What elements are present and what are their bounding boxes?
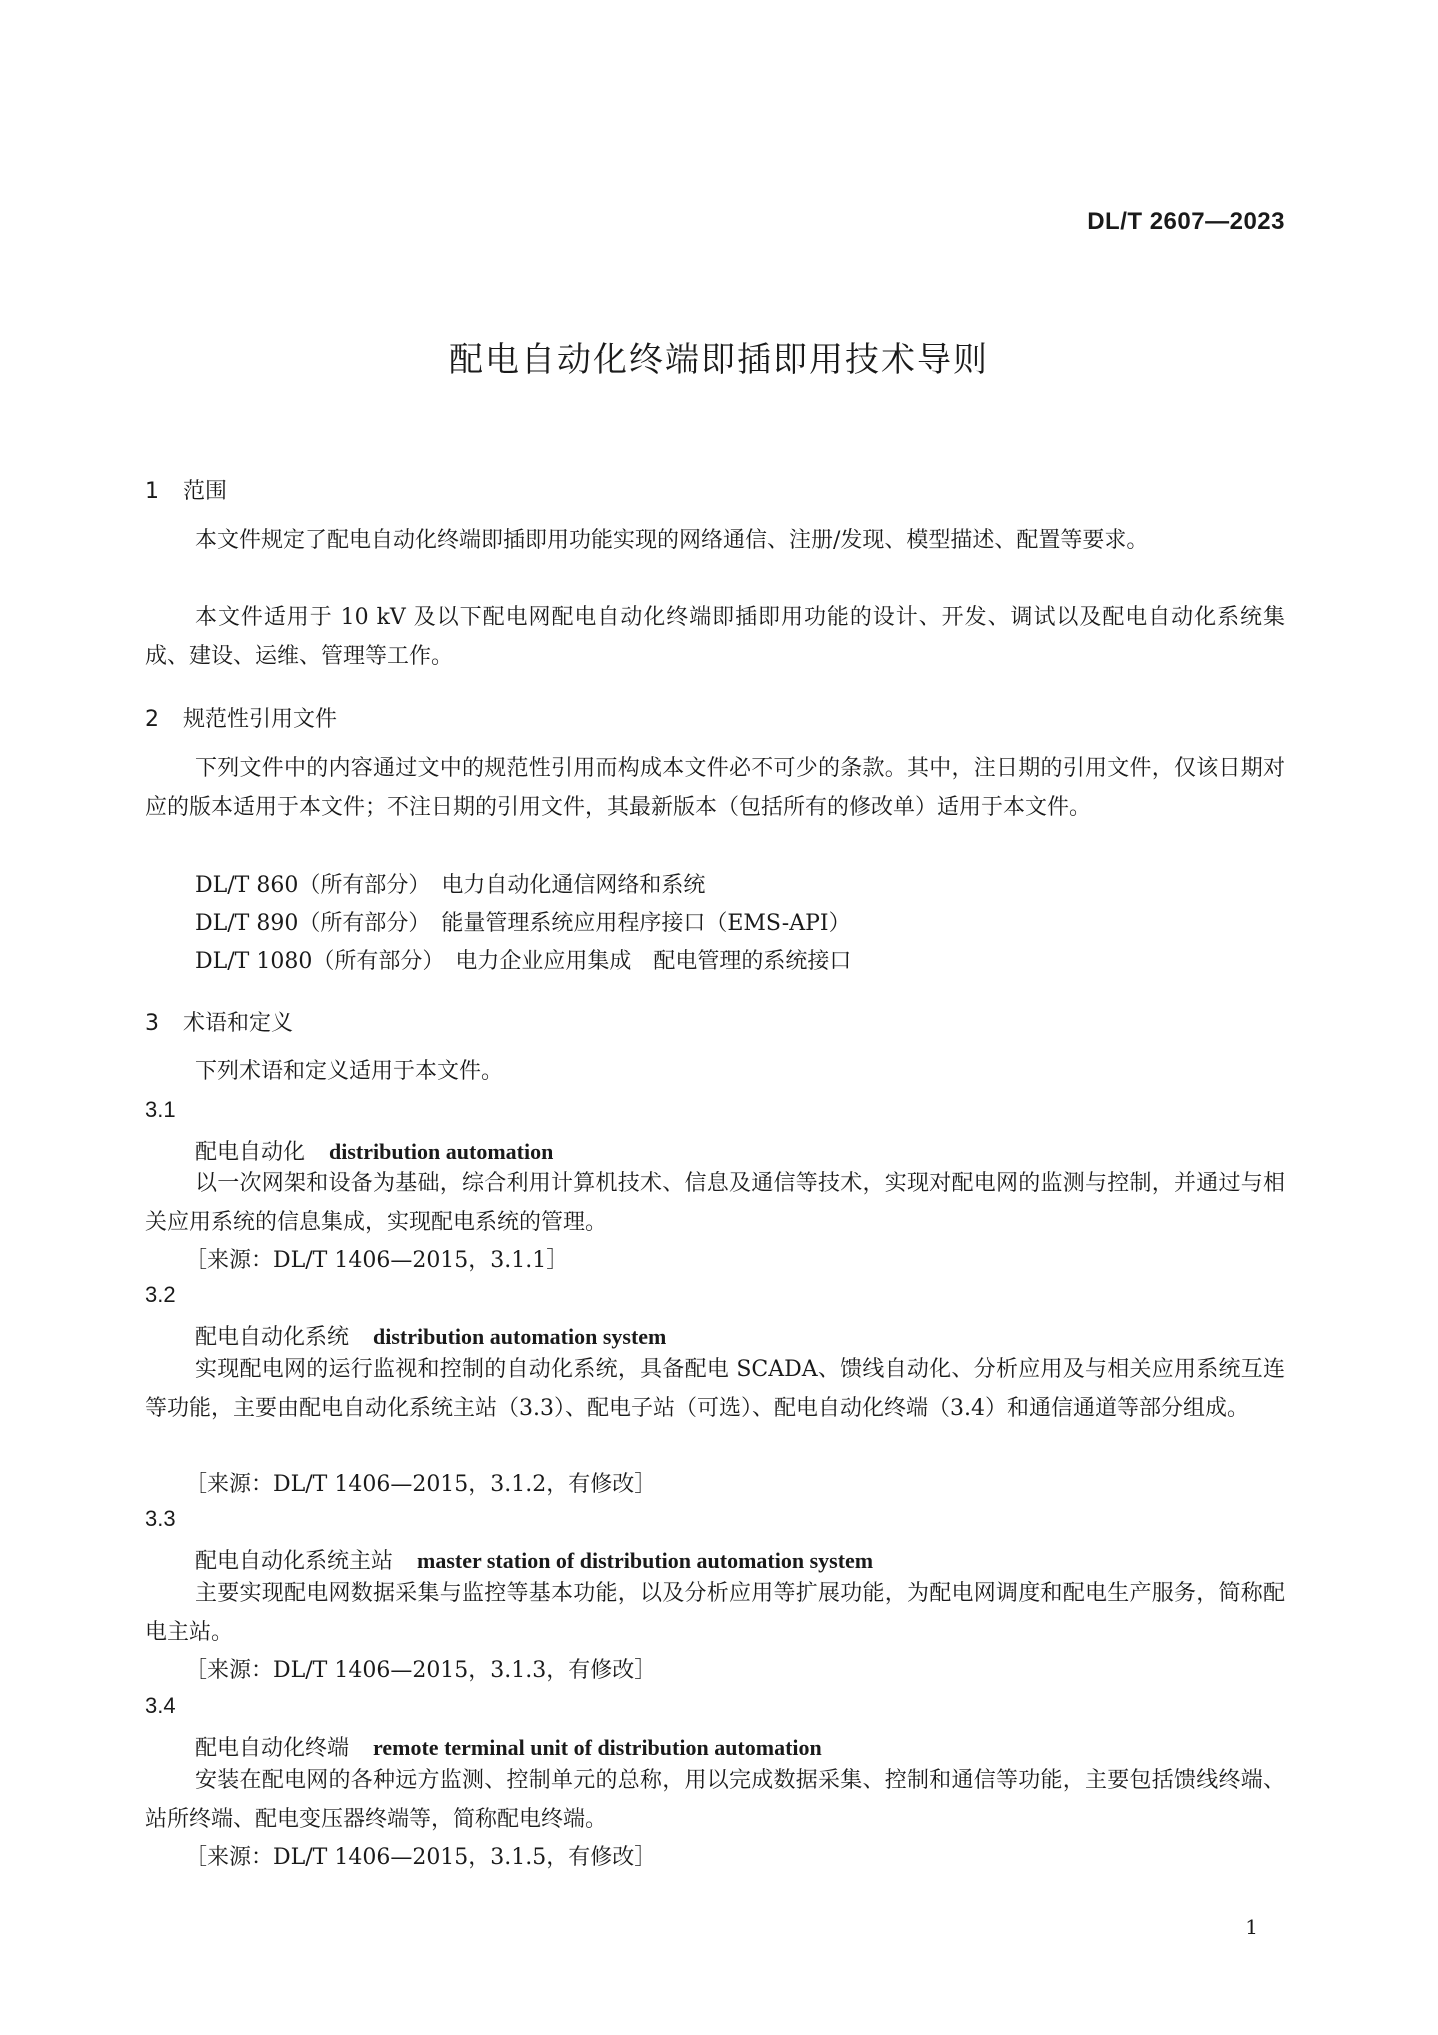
- term-source: ［来源：DL/T 1406—2015，3.1.5，有修改］: [185, 1845, 657, 1870]
- normative-reference: DL/T 1080（所有部分） 电力企业应用集成 配电管理的系统接口: [195, 949, 852, 974]
- term-source: ［来源：DL/T 1406—2015，3.1.1］: [185, 1248, 569, 1273]
- normative-reference: DL/T 890（所有部分） 能量管理系统应用程序接口（EMS-API）: [195, 911, 851, 936]
- term-heading: [195, 1731, 822, 1762]
- term-definition: 以一次网架和设备为基础，综合利用计算机技术、信息及通信等技术，实现对配电网的监测与控制，并通过与相关应用系统的信息集成，实现配电系统的管理。: [145, 1171, 1285, 1235]
- term-number: 3.3: [145, 1506, 176, 1531]
- section-title: 范围: [183, 479, 228, 504]
- term-number: 3.4: [145, 1693, 176, 1718]
- term-english: master station of distribution automation system: [417, 1548, 874, 1573]
- section-2-paragraph-1: 下列文件中的内容通过文中的规范性引用而构成本文件必不可少的条款。其中，注日期的引用文件，仅该日期对应的版本适用于本文件；不注日期的引用文件，其最新版本（包括所有的修改单）适用于本文件。: [145, 756, 1285, 820]
- section-2-heading: [145, 702, 337, 733]
- section-number: 2: [145, 707, 159, 732]
- term-source: ［来源：DL/T 1406—2015，3.1.3，有修改］: [185, 1658, 657, 1683]
- section-3-heading: [145, 1006, 293, 1037]
- term-english: distribution automation system: [373, 1324, 667, 1349]
- term-definition: 实现配电网的运行监视和控制的自动化系统，具备配电 SCADA、馈线自动化、分析应用及与相关应用系统互连等功能，主要由配电自动化系统主站（3.3）、配电子站（可选）、配电自动化终端（3.4）和通信通道等部分组成。: [145, 1357, 1285, 1421]
- section-1-paragraph-2: 本文件适用于 10 kV 及以下配电网配电自动化终端即插即用功能的设计、开发、调试以及配电自动化系统集成、建设、运维、管理等工作。: [145, 605, 1285, 669]
- section-3-intro: 下列术语和定义适用于本文件。: [195, 1059, 504, 1084]
- term-heading: [195, 1544, 873, 1575]
- term-english: remote terminal unit of distribution automation: [373, 1735, 822, 1760]
- term-source: ［来源：DL/T 1406—2015，3.1.2，有修改］: [185, 1472, 657, 1497]
- section-title: 术语和定义: [183, 1011, 294, 1036]
- term-heading: [195, 1320, 666, 1351]
- term-number: 3.1: [145, 1097, 176, 1122]
- term-number: 3.2: [145, 1282, 176, 1307]
- term-chinese: 配电自动化终端: [195, 1736, 350, 1761]
- term-heading: [195, 1135, 553, 1166]
- term-definition: 安装在配电网的各种远方监测、控制单元的总称，用以完成数据采集、控制和通信等功能，主要包括馈线终端、站所终端、配电变压器终端等，简称配电终端。: [145, 1768, 1285, 1832]
- document-code: DL/T 2607—2023: [1087, 208, 1285, 235]
- section-number: 3: [145, 1011, 159, 1036]
- term-english: distribution automation: [329, 1139, 554, 1164]
- term-chinese: 配电自动化系统: [195, 1325, 350, 1350]
- section-1-paragraph-1: 本文件规定了配电自动化终端即插即用功能实现的网络通信、注册/发现、模型描述、配置等要求。: [195, 528, 1149, 553]
- term-chinese: 配电自动化: [195, 1140, 306, 1165]
- term-definition: 主要实现配电网数据采集与监控等基本功能，以及分析应用等扩展功能，为配电网调度和配电生产服务，简称配电主站。: [145, 1581, 1285, 1645]
- document-title: 配电自动化终端即插即用技术导则: [449, 340, 989, 380]
- normative-reference: DL/T 860（所有部分） 电力自动化通信网络和系统: [195, 873, 706, 898]
- section-1-heading: [145, 474, 227, 505]
- section-title: 规范性引用文件: [183, 707, 338, 732]
- page-number: 1: [1245, 1915, 1258, 1939]
- term-chinese: 配电自动化系统主站: [195, 1549, 394, 1574]
- section-number: 1: [145, 479, 159, 504]
